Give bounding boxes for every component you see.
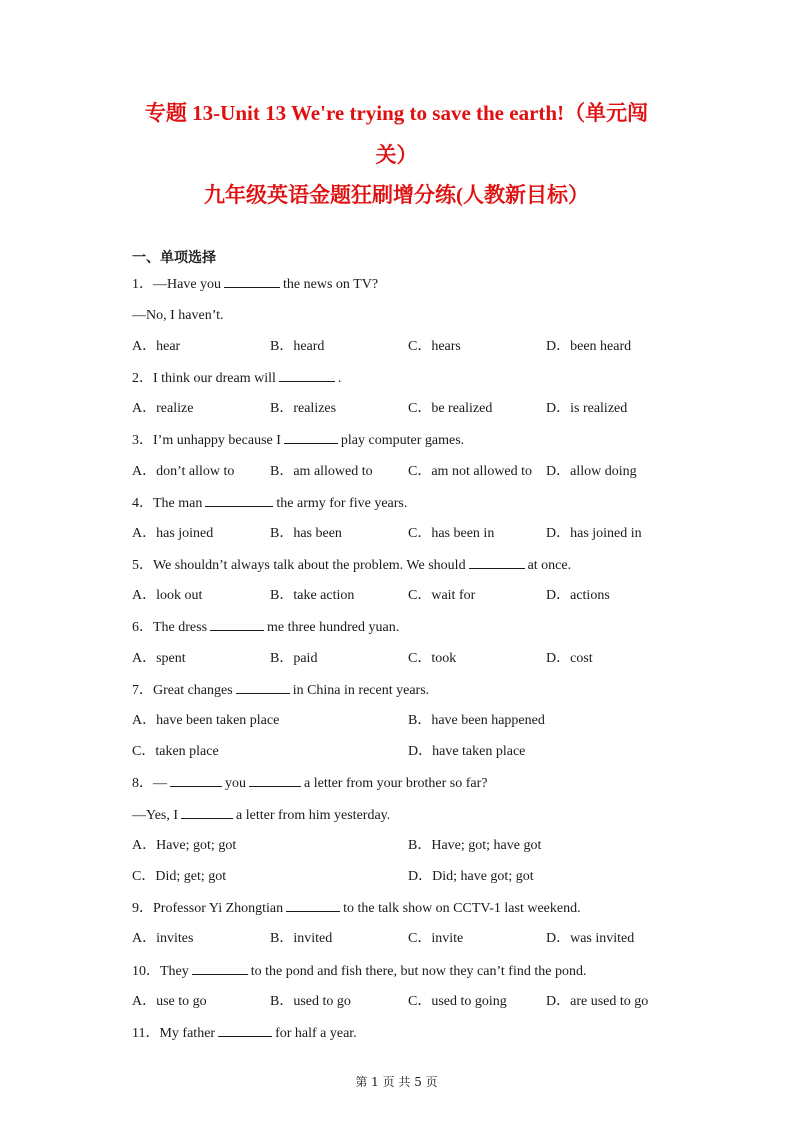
- option-b: B．heard: [270, 339, 325, 354]
- option-a: A．Have; got; got: [132, 838, 237, 853]
- question-8-reply: —Yes, I a letter from him yesterday.: [132, 808, 391, 823]
- question-8: 8．— you a letter from your brother so far?: [132, 776, 488, 791]
- page-footer: 第 1 页 共 5 页: [355, 1075, 438, 1089]
- option-a: A．have been taken place: [132, 713, 280, 728]
- answer-blank: [249, 774, 301, 787]
- option-d: D．been heard: [546, 339, 632, 354]
- option-c: C．Did; get; got: [132, 869, 227, 884]
- option-b: B．paid: [270, 651, 318, 666]
- option-d: D．was invited: [546, 931, 635, 946]
- option-c: C．invite: [408, 931, 464, 946]
- document-title-line-2: 关）: [375, 143, 418, 167]
- option-b: B．have been happened: [408, 713, 545, 728]
- option-a: A．spent: [132, 651, 186, 666]
- option-d: D．allow doing: [546, 464, 637, 479]
- answer-blank: [181, 806, 233, 819]
- option-b: B．take action: [270, 588, 355, 603]
- answer-blank: [192, 962, 248, 975]
- option-b: B．used to go: [270, 994, 351, 1009]
- option-d: D．are used to go: [546, 994, 649, 1009]
- option-d: D．has joined in: [546, 526, 642, 541]
- question-1-reply: —No, I haven’t.: [132, 308, 224, 323]
- answer-blank: [224, 275, 280, 288]
- option-c: C．has been in: [408, 526, 495, 541]
- document-subtitle: 九年级英语金题狂刷增分练(人教新目标）: [204, 183, 589, 207]
- option-c: C．be realized: [408, 401, 493, 416]
- option-a: A．use to go: [132, 994, 207, 1009]
- option-a: A．has joined: [132, 526, 214, 541]
- option-b: B．am allowed to: [270, 464, 373, 479]
- option-d: D．actions: [546, 588, 610, 603]
- question-11: 11．My father for half a year.: [132, 1026, 357, 1041]
- option-d: D．Did; have got; got: [408, 869, 534, 884]
- question-1: 1．—Have you the news on TV?: [132, 277, 379, 292]
- answer-blank: [218, 1024, 272, 1037]
- option-b: B．realizes: [270, 401, 337, 416]
- answer-blank: [236, 681, 290, 694]
- option-d: D．cost: [546, 651, 593, 666]
- option-c: C．took: [408, 651, 457, 666]
- option-d: D．have taken place: [408, 744, 526, 759]
- question-3: 3．I’m unhappy because I play computer games.: [132, 433, 465, 448]
- option-a: A．don’t allow to: [132, 464, 235, 479]
- question-6: 6．The dress me three hundred yuan.: [132, 620, 400, 635]
- answer-blank: [286, 899, 340, 912]
- answer-blank: [279, 369, 335, 382]
- question-4: 4．The man the army for five years.: [132, 496, 408, 511]
- answer-blank: [170, 774, 222, 787]
- option-c: C．wait for: [408, 588, 476, 603]
- option-c: C．taken place: [132, 744, 219, 759]
- section-heading: 一、单项选择: [132, 250, 216, 266]
- option-b: B．Have; got; have got: [408, 838, 542, 853]
- option-b: B．invited: [270, 931, 333, 946]
- question-7: 7．Great changes in China in recent years.: [132, 683, 430, 698]
- option-d: D．is realized: [546, 401, 628, 416]
- option-a: A．realize: [132, 401, 194, 416]
- option-a: A．invites: [132, 931, 194, 946]
- answer-blank: [205, 494, 273, 507]
- answer-blank: [469, 556, 525, 569]
- option-c: C．used to going: [408, 994, 507, 1009]
- question-10: 10．They to the pond and fish there, but now they can’t find the pond.: [132, 964, 587, 979]
- answer-blank: [284, 431, 338, 444]
- option-b: B．has been: [270, 526, 342, 541]
- question-5: 5．We shouldn’t always talk about the problem. We should at once.: [132, 558, 572, 573]
- question-9: 9．Professor Yi Zhongtian to the talk show on CCTV-1 last weekend.: [132, 901, 581, 916]
- question-2: 2．I think our dream will .: [132, 371, 342, 386]
- document-title-line-1: 专题 13-Unit 13 We're trying to save the earth!（单元闯: [144, 101, 649, 125]
- answer-blank: [210, 618, 264, 631]
- option-a: A．hear: [132, 339, 181, 354]
- option-c: C．hears: [408, 339, 461, 354]
- option-c: C．am not allowed to: [408, 464, 533, 479]
- option-a: A．look out: [132, 588, 203, 603]
